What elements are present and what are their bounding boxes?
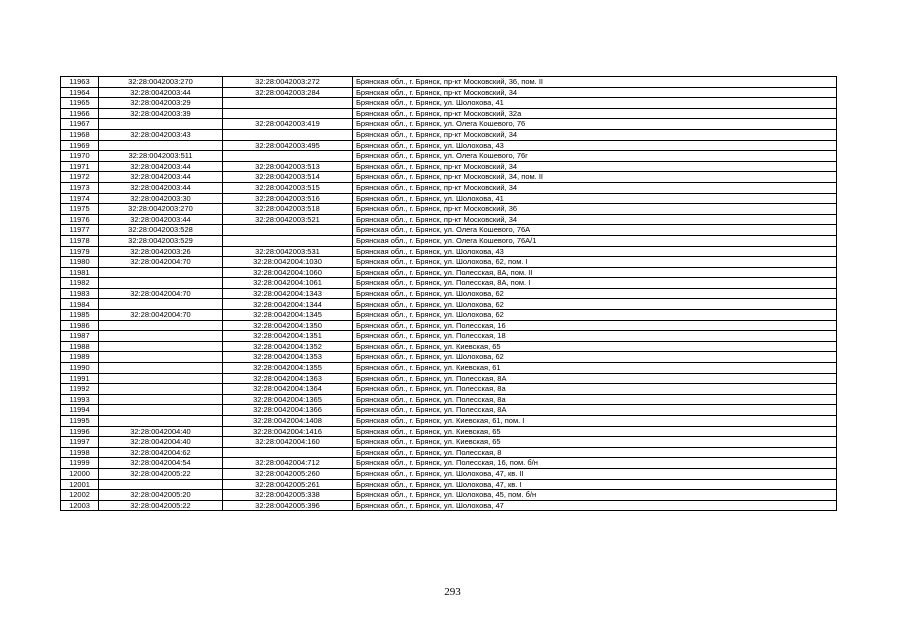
address-cell: Брянская обл., г. Брянск, ул. Киевская, 65 xyxy=(353,426,837,437)
parcel-number-cell: 32:28:0042005:20 xyxy=(99,490,223,501)
building-number-cell: 32:28:0042003:419 xyxy=(223,119,353,130)
table-row xyxy=(61,140,837,151)
table-row xyxy=(61,267,837,278)
parcel-number-cell: 32:28:0042003:44 xyxy=(99,161,223,172)
table-row xyxy=(61,426,837,437)
record-number-cell: 12001 xyxy=(61,479,99,490)
address-cell: Брянская обл., г. Брянск, ул. Полесская, 8А, пом. II xyxy=(353,267,837,278)
building-number-cell: 32:28:0042003:515 xyxy=(223,182,353,193)
building-number-cell: 32:28:0042004:1364 xyxy=(223,384,353,395)
address-cell: Брянская обл., г. Брянск, ул. Шолохова, 45, пом. б/н xyxy=(353,490,837,501)
records-table-body xyxy=(61,77,837,511)
address-cell: Брянская обл., г. Брянск, ул. Полесская, 8А xyxy=(353,405,837,416)
record-number-cell: 12003 xyxy=(61,500,99,511)
record-number-cell: 11978 xyxy=(61,235,99,246)
building-number-cell: 32:28:0042003:516 xyxy=(223,193,353,204)
table-row xyxy=(61,416,837,427)
table-row xyxy=(61,373,837,384)
address-cell: Брянская обл., г. Брянск, ул. Олега Кошевого, 76А/1 xyxy=(353,235,837,246)
parcel-number-cell: 32:28:0042003:270 xyxy=(99,204,223,215)
building-number-cell: 32:28:0042003:272 xyxy=(223,77,353,88)
record-number-cell: 11974 xyxy=(61,193,99,204)
table-row xyxy=(61,172,837,183)
record-number-cell: 11980 xyxy=(61,257,99,268)
address-cell: Брянская обл., г. Брянск, ул. Шолохова, 43 xyxy=(353,246,837,257)
address-cell: Брянская обл., г. Брянск, ул. Шолохова, 47 xyxy=(353,500,837,511)
address-cell: Брянская обл., г. Брянск, ул. Полесская, 18 xyxy=(353,331,837,342)
parcel-number-cell: 32:28:0042003:44 xyxy=(99,214,223,225)
record-number-cell: 11983 xyxy=(61,288,99,299)
table-row xyxy=(61,331,837,342)
address-cell: Брянская обл., г. Брянск, ул. Шолохова, 62 xyxy=(353,288,837,299)
record-number-cell: 11996 xyxy=(61,426,99,437)
table-row xyxy=(61,394,837,405)
building-number-cell xyxy=(223,225,353,236)
record-number-cell: 11970 xyxy=(61,151,99,162)
address-cell: Брянская обл., г. Брянск, ул. Полесская, 16, пом. б/н xyxy=(353,458,837,469)
address-cell: Брянская обл., г. Брянск, ул. Шолохова, 47, кв. I xyxy=(353,479,837,490)
record-number-cell: 11990 xyxy=(61,363,99,374)
building-number-cell: 32:28:0042004:1352 xyxy=(223,341,353,352)
record-number-cell: 11975 xyxy=(61,204,99,215)
parcel-number-cell: 32:28:0042003:270 xyxy=(99,77,223,88)
address-cell: Брянская обл., г. Брянск, ул. Олега Кошевого, 76г xyxy=(353,151,837,162)
table-row xyxy=(61,182,837,193)
table-row xyxy=(61,458,837,469)
parcel-number-cell xyxy=(99,479,223,490)
parcel-number-cell: 32:28:0042004:70 xyxy=(99,310,223,321)
building-number-cell: 32:28:0042004:1061 xyxy=(223,278,353,289)
table-row xyxy=(61,447,837,458)
address-cell: Брянская обл., г. Брянск, пр-кт Московский, 34 xyxy=(353,214,837,225)
table-row xyxy=(61,384,837,395)
record-number-cell: 11988 xyxy=(61,341,99,352)
parcel-number-cell xyxy=(99,373,223,384)
table-row xyxy=(61,310,837,321)
parcel-number-cell: 32:28:0042003:528 xyxy=(99,225,223,236)
address-cell: Брянская обл., г. Брянск, ул. Шолохова, 47, кв. II xyxy=(353,468,837,479)
parcel-number-cell: 32:28:0042005:22 xyxy=(99,468,223,479)
parcel-number-cell xyxy=(99,416,223,427)
building-number-cell: 32:28:0042004:1363 xyxy=(223,373,353,384)
table-row xyxy=(61,437,837,448)
building-number-cell: 32:28:0042004:712 xyxy=(223,458,353,469)
record-number-cell: 12002 xyxy=(61,490,99,501)
record-number-cell: 11994 xyxy=(61,405,99,416)
record-number-cell: 11966 xyxy=(61,108,99,119)
address-cell: Брянская обл., г. Брянск, ул. Полесская, 8 xyxy=(353,447,837,458)
table-row xyxy=(61,479,837,490)
parcel-number-cell: 32:28:0042003:43 xyxy=(99,129,223,140)
address-cell: Брянская обл., г. Брянск, ул. Шолохова, 43 xyxy=(353,140,837,151)
record-number-cell: 11969 xyxy=(61,140,99,151)
building-number-cell: 32:28:0042004:1366 xyxy=(223,405,353,416)
parcel-number-cell: 32:28:0042004:40 xyxy=(99,437,223,448)
record-number-cell: 11993 xyxy=(61,394,99,405)
address-cell: Брянская обл., г. Брянск, ул. Киевская, 65 xyxy=(353,341,837,352)
parcel-number-cell xyxy=(99,394,223,405)
record-number-cell: 11999 xyxy=(61,458,99,469)
parcel-number-cell xyxy=(99,341,223,352)
address-cell: Брянская обл., г. Брянск, ул. Олега Кошевого, 76А xyxy=(353,225,837,236)
address-cell: Брянская обл., г. Брянск, пр-кт Московский, 34 xyxy=(353,182,837,193)
record-number-cell: 11989 xyxy=(61,352,99,363)
building-number-cell: 32:28:0042004:1350 xyxy=(223,320,353,331)
parcel-number-cell: 32:28:0042004:70 xyxy=(99,257,223,268)
parcel-number-cell: 32:28:0042004:54 xyxy=(99,458,223,469)
table-row xyxy=(61,405,837,416)
building-number-cell: 32:28:0042004:1416 xyxy=(223,426,353,437)
record-number-cell: 11981 xyxy=(61,267,99,278)
address-cell: Брянская обл., г. Брянск, ул. Олега Кошевого, 76 xyxy=(353,119,837,130)
table-row xyxy=(61,98,837,109)
table-row xyxy=(61,288,837,299)
record-number-cell: 11984 xyxy=(61,299,99,310)
address-cell: Брянская обл., г. Брянск, пр-кт Московский, 34, пом. II xyxy=(353,172,837,183)
address-cell: Брянская обл., г. Брянск, пр-кт Московский, 34 xyxy=(353,129,837,140)
building-number-cell: 32:28:0042004:1355 xyxy=(223,363,353,374)
parcel-number-cell xyxy=(99,267,223,278)
table-row xyxy=(61,129,837,140)
record-number-cell: 11965 xyxy=(61,98,99,109)
table-row xyxy=(61,77,837,88)
building-number-cell: 32:28:0042004:1344 xyxy=(223,299,353,310)
parcel-number-cell: 32:28:0042003:26 xyxy=(99,246,223,257)
table-row xyxy=(61,235,837,246)
table-row xyxy=(61,500,837,511)
building-number-cell xyxy=(223,98,353,109)
building-number-cell: 32:28:0042004:1351 xyxy=(223,331,353,342)
building-number-cell: 32:28:0042003:521 xyxy=(223,214,353,225)
table-row xyxy=(61,87,837,98)
parcel-number-cell xyxy=(99,119,223,130)
table-row xyxy=(61,363,837,374)
parcel-number-cell: 32:28:0042003:511 xyxy=(99,151,223,162)
building-number-cell: 32:28:0042003:514 xyxy=(223,172,353,183)
parcel-number-cell xyxy=(99,352,223,363)
parcel-number-cell: 32:28:0042004:62 xyxy=(99,447,223,458)
building-number-cell xyxy=(223,447,353,458)
record-number-cell: 11995 xyxy=(61,416,99,427)
address-cell: Брянская обл., г. Брянск, пр-кт Московский, 32а xyxy=(353,108,837,119)
address-cell: Брянская обл., г. Брянск, ул. Полесская, 8А, пом. I xyxy=(353,278,837,289)
record-number-cell: 11987 xyxy=(61,331,99,342)
building-number-cell: 32:28:0042005:338 xyxy=(223,490,353,501)
record-number-cell: 11985 xyxy=(61,310,99,321)
parcel-number-cell xyxy=(99,405,223,416)
parcel-number-cell xyxy=(99,320,223,331)
parcel-number-cell xyxy=(99,331,223,342)
table-row xyxy=(61,320,837,331)
parcel-number-cell: 32:28:0042003:29 xyxy=(99,98,223,109)
building-number-cell: 32:28:0042003:284 xyxy=(223,87,353,98)
address-cell: Брянская обл., г. Брянск, пр-кт Московский, 36, пом. II xyxy=(353,77,837,88)
record-number-cell: 11991 xyxy=(61,373,99,384)
table-row xyxy=(61,161,837,172)
address-cell: Брянская обл., г. Брянск, ул. Полесская, 16 xyxy=(353,320,837,331)
record-number-cell: 11998 xyxy=(61,447,99,458)
record-number-cell: 11977 xyxy=(61,225,99,236)
address-cell: Брянская обл., г. Брянск, ул. Шолохова, 62, пом. I xyxy=(353,257,837,268)
parcel-number-cell: 32:28:0042003:30 xyxy=(99,193,223,204)
building-number-cell: 32:28:0042005:396 xyxy=(223,500,353,511)
table-row xyxy=(61,352,837,363)
parcel-number-cell xyxy=(99,299,223,310)
table-row xyxy=(61,468,837,479)
address-cell: Брянская обл., г. Брянск, ул. Полесская, 8а xyxy=(353,384,837,395)
parcel-number-cell xyxy=(99,363,223,374)
parcel-number-cell: 32:28:0042003:44 xyxy=(99,172,223,183)
parcel-number-cell xyxy=(99,140,223,151)
table-row xyxy=(61,119,837,130)
table-row xyxy=(61,214,837,225)
parcel-number-cell: 32:28:0042003:44 xyxy=(99,87,223,98)
address-cell: Брянская обл., г. Брянск, ул. Шолохова, 62 xyxy=(353,310,837,321)
address-cell: Брянская обл., г. Брянск, пр-кт Московский, 34 xyxy=(353,87,837,98)
address-cell: Брянская обл., г. Брянск, пр-кт Московский, 34 xyxy=(353,161,837,172)
building-number-cell: 32:28:0042004:1343 xyxy=(223,288,353,299)
records-table xyxy=(60,76,837,511)
record-number-cell: 11979 xyxy=(61,246,99,257)
record-number-cell: 11982 xyxy=(61,278,99,289)
table-row xyxy=(61,204,837,215)
address-cell: Брянская обл., г. Брянск, ул. Шолохова, 41 xyxy=(353,193,837,204)
building-number-cell: 32:28:0042004:1030 xyxy=(223,257,353,268)
building-number-cell: 32:28:0042005:261 xyxy=(223,479,353,490)
address-cell: Брянская обл., г. Брянск, ул. Шолохова, 62 xyxy=(353,352,837,363)
building-number-cell: 32:28:0042004:1365 xyxy=(223,394,353,405)
building-number-cell: 32:28:0042004:1353 xyxy=(223,352,353,363)
record-number-cell: 11972 xyxy=(61,172,99,183)
building-number-cell xyxy=(223,235,353,246)
record-number-cell: 11992 xyxy=(61,384,99,395)
building-number-cell: 32:28:0042003:495 xyxy=(223,140,353,151)
parcel-number-cell: 32:28:0042003:39 xyxy=(99,108,223,119)
address-cell: Брянская обл., г. Брянск, ул. Киевская, 65 xyxy=(353,437,837,448)
record-number-cell: 11973 xyxy=(61,182,99,193)
building-number-cell xyxy=(223,108,353,119)
record-number-cell: 11986 xyxy=(61,320,99,331)
table-row xyxy=(61,246,837,257)
table-row xyxy=(61,193,837,204)
address-cell: Брянская обл., г. Брянск, ул. Шолохова, 41 xyxy=(353,98,837,109)
record-number-cell: 11968 xyxy=(61,129,99,140)
address-cell: Брянская обл., г. Брянск, ул. Полесская, 8а xyxy=(353,394,837,405)
table-row xyxy=(61,278,837,289)
record-number-cell: 11976 xyxy=(61,214,99,225)
table-row xyxy=(61,257,837,268)
table-row xyxy=(61,490,837,501)
building-number-cell: 32:28:0042004:1345 xyxy=(223,310,353,321)
building-number-cell: 32:28:0042005:260 xyxy=(223,468,353,479)
building-number-cell xyxy=(223,151,353,162)
address-cell: Брянская обл., г. Брянск, ул. Полесская, 8А xyxy=(353,373,837,384)
record-number-cell: 12000 xyxy=(61,468,99,479)
record-number-cell: 11963 xyxy=(61,77,99,88)
table-row xyxy=(61,225,837,236)
building-number-cell: 32:28:0042004:160 xyxy=(223,437,353,448)
building-number-cell xyxy=(223,129,353,140)
parcel-number-cell: 32:28:0042003:44 xyxy=(99,182,223,193)
parcel-number-cell: 32:28:0042005:22 xyxy=(99,500,223,511)
address-cell: Брянская обл., г. Брянск, ул. Киевская, 61, пом. I xyxy=(353,416,837,427)
table-row xyxy=(61,108,837,119)
record-number-cell: 11997 xyxy=(61,437,99,448)
address-cell: Брянская обл., г. Брянск, ул. Шолохова, 62 xyxy=(353,299,837,310)
parcel-number-cell xyxy=(99,278,223,289)
parcel-number-cell: 32:28:0042004:40 xyxy=(99,426,223,437)
building-number-cell: 32:28:0042003:518 xyxy=(223,204,353,215)
building-number-cell: 32:28:0042004:1060 xyxy=(223,267,353,278)
record-number-cell: 11971 xyxy=(61,161,99,172)
table-row xyxy=(61,299,837,310)
address-cell: Брянская обл., г. Брянск, пр-кт Московский, 36 xyxy=(353,204,837,215)
parcel-number-cell: 32:28:0042003:529 xyxy=(99,235,223,246)
building-number-cell: 32:28:0042004:1408 xyxy=(223,416,353,427)
table-row xyxy=(61,151,837,162)
building-number-cell: 32:28:0042003:531 xyxy=(223,246,353,257)
page-number: 293 xyxy=(444,586,461,598)
address-cell: Брянская обл., г. Брянск, ул. Киевская, 61 xyxy=(353,363,837,374)
building-number-cell: 32:28:0042003:513 xyxy=(223,161,353,172)
record-number-cell: 11964 xyxy=(61,87,99,98)
record-number-cell: 11967 xyxy=(61,119,99,130)
parcel-number-cell: 32:28:0042004:70 xyxy=(99,288,223,299)
parcel-number-cell xyxy=(99,384,223,395)
table-row xyxy=(61,341,837,352)
